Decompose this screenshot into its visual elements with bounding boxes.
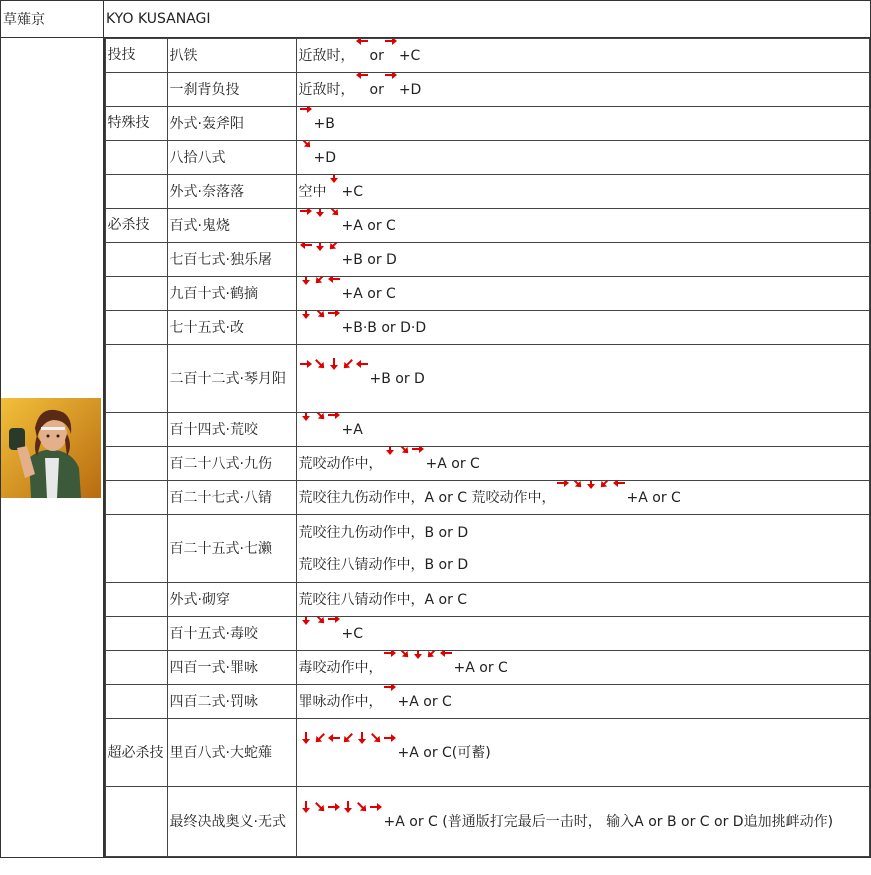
command-text: +A or C(可蓄) [397,744,491,761]
direction-arrows [299,107,313,116]
command-text: +B [313,115,335,132]
table-row [105,719,870,787]
kyo-portrait-icon [1,398,101,498]
move-name-cell: 四百二式·罚咏 [167,685,296,719]
command-text: or [369,81,384,98]
arrow-right-icon [327,800,341,814]
table-row [105,345,870,413]
command-line: 荒咬往八锖动作中，B or D [298,556,469,573]
arrow-down-icon [299,731,313,745]
arrow-downleft-icon [341,357,355,371]
arrow-down-icon [299,277,313,286]
table-row [105,243,870,277]
direction-arrows [355,39,369,48]
arrow-down-icon [299,311,313,320]
category-cell [105,447,167,481]
move-name-cell: 百二十七式·八锖 [167,481,296,515]
command-cell [296,345,870,413]
command-cell [296,277,870,311]
move-name-cell: 百式·鬼烧 [167,209,296,243]
command-text: +A or C [341,285,396,302]
arrow-left-icon [327,731,341,745]
command-cell [296,651,870,685]
table-row [105,175,870,209]
command-cell [296,719,870,787]
command-text: +B or D [341,251,397,268]
arrow-downright-icon [570,481,584,490]
category-cell [105,311,167,345]
command-cell [296,243,870,277]
category-cell: 超必杀技 [105,719,167,787]
move-name-cell: 七十五式·改 [167,311,296,345]
command-cell [296,481,870,515]
table-row [105,277,870,311]
table-row [105,685,870,719]
direction-arrows [556,481,626,490]
direction-arrows [299,800,383,814]
command-cell [296,617,870,651]
arrow-left-icon [355,73,369,82]
arrow-downleft-icon [313,277,327,286]
arrow-left-icon [612,481,626,490]
arrow-downright-icon [355,800,369,814]
command-text: +B or D [369,370,425,387]
arrow-right-icon [369,800,383,814]
direction-arrows [383,685,397,694]
direction-arrows [299,243,341,252]
arrow-down-icon [327,357,341,371]
command-cell [296,209,870,243]
character-name-en: KYO KUSANAGI [104,1,871,38]
arrow-down-icon [411,651,425,660]
command-text: or [369,47,384,64]
table-row [105,447,870,481]
command-text: +C [398,47,421,64]
command-text: 荒咬动作中， [298,455,383,472]
direction-arrows [384,73,398,82]
command-line: 荒咬往九伤动作中，B or D [298,524,469,541]
category-cell [105,141,167,175]
command-text: 罪咏动作中， [298,693,383,710]
arrow-downright-icon [313,357,327,371]
move-name-cell: 八拾八式 [167,141,296,175]
command-text: +A or C [425,455,480,472]
arrow-down-icon [299,617,313,626]
arrow-right-icon [383,685,397,694]
arrow-right-icon [327,311,341,320]
direction-arrows [299,413,341,422]
body-row [1,38,871,858]
direction-arrows [299,277,341,286]
command-text: 荒咬往八锖动作中，A or C [298,591,468,608]
command-text: +D [398,81,422,98]
move-name-cell: 百二十五式·七濑 [167,515,296,583]
move-name-cell: 最终决战奥义·无式 [167,787,296,857]
table-row [105,617,870,651]
command-text: +A or C [341,217,396,234]
arrow-down-icon [383,447,397,456]
arrow-right-icon [556,481,570,490]
command-cell [296,175,870,209]
header-row [1,1,871,38]
arrow-left-icon [355,39,369,48]
category-cell [105,481,167,515]
arrow-right-icon [299,107,313,116]
table-row [105,413,870,447]
command-text: 空中 [298,183,327,200]
table-row [105,651,870,685]
category-cell [105,651,167,685]
arrow-downleft-icon [327,243,341,252]
move-name-cell: 二百十二式·琴月阳 [167,345,296,413]
arrow-downleft-icon [313,731,327,745]
command-text: +A or C [626,489,681,506]
arrow-downright-icon [313,800,327,814]
direction-arrows [299,209,341,218]
arrow-downleft-icon [341,731,355,745]
table-row [105,73,870,107]
portrait-cell [1,38,104,858]
command-cell [296,413,870,447]
category-cell: 特殊技 [105,107,167,141]
command-cell [296,141,870,175]
command-text: +D [313,149,337,166]
command-cell [296,311,870,345]
command-cell [296,73,870,107]
arrow-right-icon [327,413,341,422]
command-cell [296,583,870,617]
arrow-down-icon [299,413,313,422]
arrow-downleft-icon [425,651,439,660]
move-name-cell: 外式·奈落落 [167,175,296,209]
move-name-cell: 外式·砌穿 [167,583,296,617]
arrow-downright-icon [397,447,411,456]
move-name-cell: 外式·轰斧阳 [167,107,296,141]
arrow-downright-icon [313,311,327,320]
arrow-down-icon [341,800,355,814]
direction-arrows [299,731,397,745]
table-row [105,141,870,175]
command-cell [296,447,870,481]
arrow-down-icon [327,175,341,184]
move-name-cell: 七百七式·独乐屠 [167,243,296,277]
command-text: 毒咬动作中， [298,659,383,676]
command-cell [296,107,870,141]
direction-arrows [299,141,313,150]
arrow-left-icon [299,243,313,252]
command-text: 近敌时， [298,81,355,98]
category-cell [105,73,167,107]
arrow-downright-icon [397,651,411,660]
move-name-cell: 里百八式·大蛇薙 [167,719,296,787]
direction-arrows [383,651,453,660]
move-name-cell: 百十四式·荒咬 [167,413,296,447]
arrow-left-icon [439,651,453,660]
move-name-cell: 四百一式·罪咏 [167,651,296,685]
arrow-downright-icon [313,617,327,626]
command-cell [296,39,870,73]
command-cell [296,515,870,583]
arrow-right-icon [384,39,398,48]
command-text: +B·B or D·D [341,319,427,336]
table-row [105,209,870,243]
category-cell [105,175,167,209]
category-cell [105,345,167,413]
arrow-downleft-icon [598,481,612,490]
move-name-cell: 一刹背负投 [167,73,296,107]
command-text: +C [341,183,364,200]
arrow-left-icon [327,277,341,286]
table-row [105,39,870,73]
arrow-right-icon [411,447,425,456]
direction-arrows [299,617,341,626]
move-name-cell: 扒铁 [167,39,296,73]
moves-container [104,38,871,858]
command-text: +A or C [397,693,452,710]
arrow-right-icon [383,731,397,745]
category-cell [105,515,167,583]
direction-arrows [327,175,341,184]
command-text: +A or C (普通版打完最后一击时， 输入A or B or C or D追加挑衅动作) [383,813,834,830]
arrow-downright-icon [299,141,313,150]
arrow-down-icon [299,800,313,814]
arrow-down-icon [313,243,327,252]
table-row [105,515,870,583]
category-cell [105,787,167,857]
arrow-right-icon [384,73,398,82]
moves-table [105,38,871,857]
command-text: +A [341,421,363,438]
category-cell: 投技 [105,39,167,73]
arrow-down-icon [584,481,598,490]
category-cell: 必杀技 [105,209,167,243]
move-name-cell: 九百十式·鹤摘 [167,277,296,311]
table-row [105,107,870,141]
table-row [105,481,870,515]
category-cell [105,685,167,719]
arrow-right-icon [299,357,313,371]
table-row [105,583,870,617]
direction-arrows [384,39,398,48]
category-cell [105,413,167,447]
move-name-cell: 百十五式·毒咬 [167,617,296,651]
table-row [105,787,870,857]
arrow-downright-icon [369,731,383,745]
move-name-cell: 百二十八式·九伤 [167,447,296,481]
command-text: +C [341,625,364,642]
direction-arrows [383,447,425,456]
arrow-right-icon [327,617,341,626]
table-row [105,311,870,345]
arrow-right-icon [383,651,397,660]
arrow-down-icon [355,731,369,745]
arrow-right-icon [299,209,313,218]
category-cell [105,617,167,651]
arrow-left-icon [355,357,369,371]
command-text: 近敌时， [298,47,355,64]
command-cell [296,685,870,719]
category-cell [105,243,167,277]
arrow-downright-icon [327,209,341,218]
command-text: 荒咬往九伤动作中，A or C 荒咬动作中， [298,489,556,506]
arrow-down-icon [313,209,327,218]
category-cell [105,583,167,617]
category-cell [105,277,167,311]
direction-arrows [299,311,341,320]
character-name-jp: 草薙京 [1,1,104,38]
command-cell [296,787,870,857]
direction-arrows [355,73,369,82]
command-text: +A or C [453,659,508,676]
arrow-downright-icon [313,413,327,422]
direction-arrows [299,357,369,371]
